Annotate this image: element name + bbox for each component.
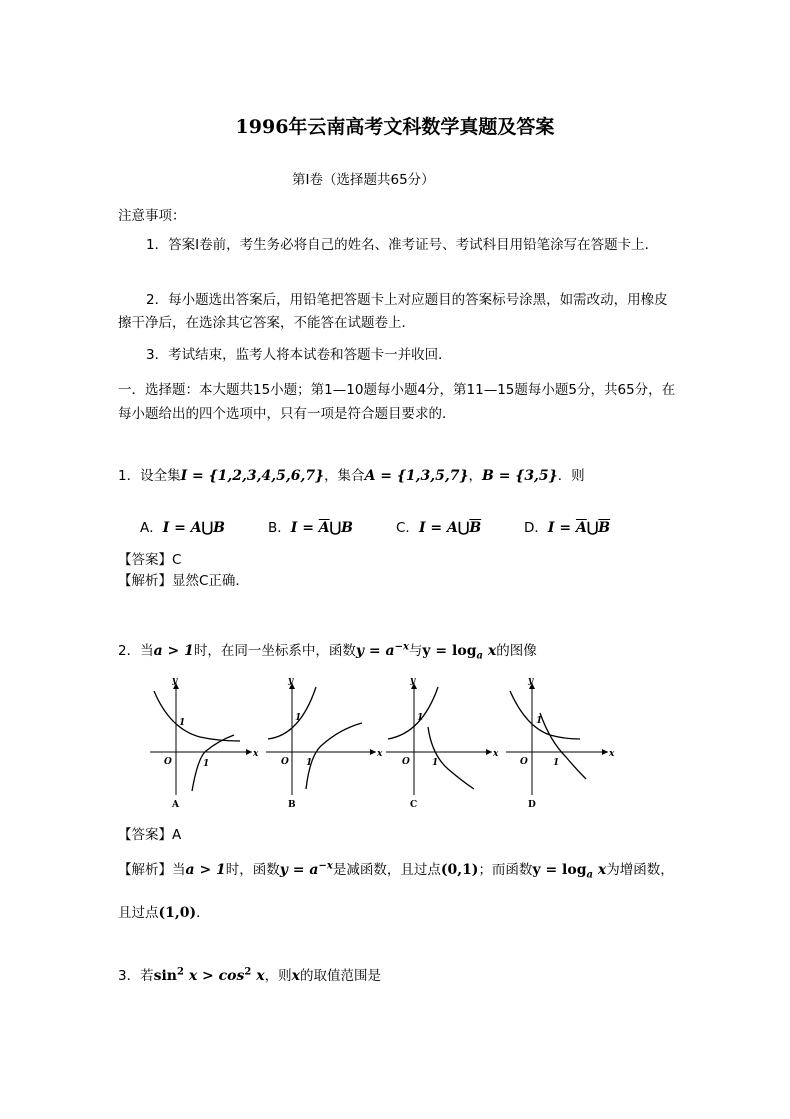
section-intro: 一．选择题：本大题共15小题；第1—10题每小题4分，第11—15题每小题5分，共65分，在每小题给出的四个选项中，只有一项是符合题目要求的． [118,382,676,422]
svg-text:1: 1 [179,718,186,728]
svg-text:O: O [281,757,289,767]
graph-panel-d [506,677,615,809]
svg-text:y: y [528,677,534,686]
q2-graph-options-figure [140,677,615,809]
svg-text:1: 1 [553,758,560,768]
notice-item-3: 3．考试结束，监考人将本试卷和答题卡一并收回． [146,347,452,363]
page-title: 1996年云南高考文科数学真题及答案 [235,116,555,138]
graph-panel-c [386,677,499,809]
q1-option-c: C．$I = A⋃\overline{B}$ [396,520,482,536]
svg-text:y: y [172,677,178,686]
section-subtitle: 第Ⅰ卷（选择题共65分） [292,172,435,188]
svg-text:x: x [493,749,499,759]
svg-text:O: O [164,757,172,767]
q2-analysis-line-1: 【解析】当a > 1时，函数$y = a^{-x}$是减函数，且过点(0,1)；而函数$y = \log_a x$为增函数， [118,860,674,881]
q2-answer: 【答案】A [118,827,182,843]
question-1: 1．设全集I = {1,2,3,4,5,6,7}，集合A = {1,3,5,7}，B = {3,5}．则 [118,468,585,484]
graph-panel-a [150,677,259,809]
notice-item-1: 1．答案Ⅰ卷前，考生务必将自己的姓名、准考证号、考试科目用铅笔涂写在答题卡上． [146,237,659,253]
q1-option-a: A．I = A⋃B [140,520,225,536]
question-2: 2．当a > 1时，在同一坐标系中，函数$y = a^{-x}$与$y = \log_a x$的图像 [118,641,537,662]
set-b: B = {3,5} [482,468,558,484]
svg-text:x: x [377,749,383,759]
svg-text:1: 1 [536,716,543,726]
svg-text:x: x [609,749,615,759]
q1-answer: 【答案】C [118,552,182,568]
set-i: I = {1,2,3,4,5,6,7} [180,468,325,484]
q1-option-b: B．$I = \overline{A}⋃B$ [268,520,353,536]
q1-analysis: 【解析】显然C正确． [118,573,249,589]
svg-text:A: A [172,800,179,809]
svg-text:D: D [528,800,536,809]
svg-text:O: O [402,757,410,767]
svg-text:1: 1 [306,758,313,768]
svg-text:O: O [520,757,528,767]
notice-item-2: 2．每小题选出答案后，用铅笔把答题卡上对应题目的答案标号涂黑，如需改动，用橡皮擦干净后，在选涂其它答案，不能答在试题卷上． [118,292,668,331]
svg-text:x: x [253,749,259,759]
graph-panel-b [266,677,383,809]
set-a: A = {1,3,5,7} [364,468,469,484]
svg-text:y: y [288,677,294,686]
q2-analysis-line-2: 且过点(1,0)． [118,905,210,921]
svg-text:1: 1 [432,758,439,768]
svg-text:1: 1 [417,713,424,723]
svg-text:C: C [410,800,418,809]
svg-text:B: B [288,800,296,809]
svg-text:y: y [410,677,416,686]
svg-text:1: 1 [295,713,302,723]
notice-heading: 注意事项： [118,208,186,224]
svg-text:1: 1 [203,759,210,769]
q1-option-d: D．$I = \overline{A}⋃\overline{B}$ [524,520,611,536]
question-3: 3．若$\sin^2 x > \cos^2 x$，则x的取值范围是 [118,966,381,984]
